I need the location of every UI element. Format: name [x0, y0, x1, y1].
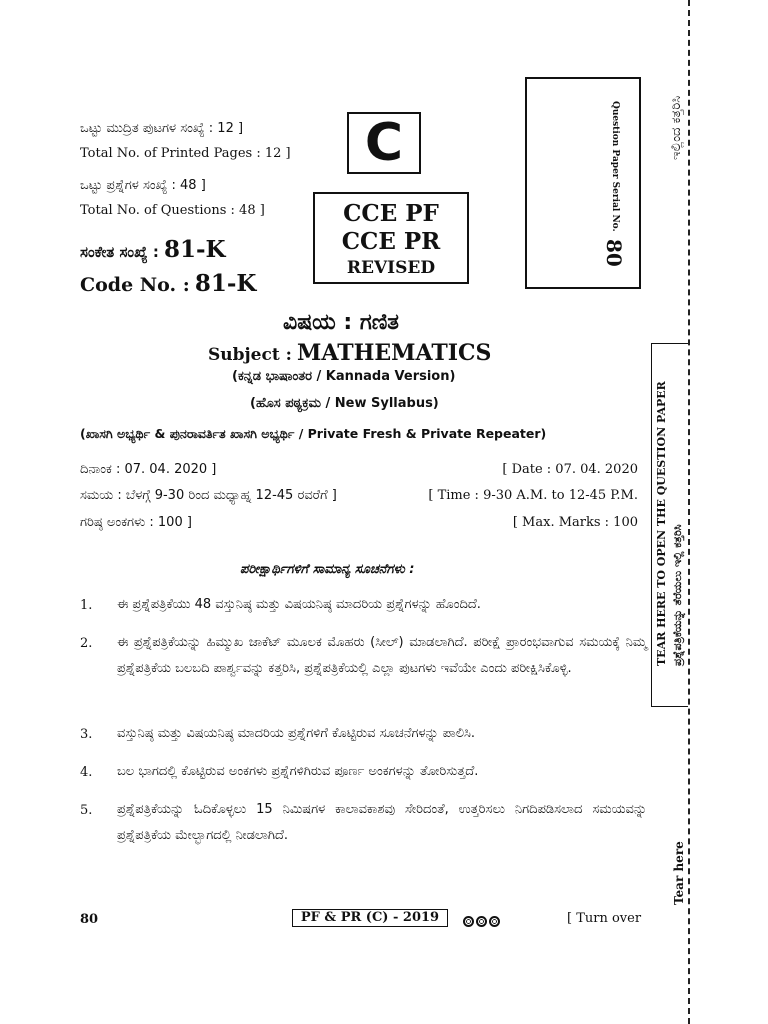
serial-number: 80: [602, 239, 626, 267]
instruction-num: 4.: [80, 765, 93, 780]
tear-here-label: Tear here: [672, 841, 686, 905]
code-kn-value: 81-K: [163, 236, 226, 263]
cce-pf: CCE PF: [343, 200, 439, 227]
questions-en: Total No. of Questions : 48 ]: [80, 203, 265, 218]
cut-line: [688, 0, 690, 1024]
time-en: [ Time : 9-30 A.M. to 12-45 P.M.: [428, 488, 638, 503]
code-en-value: 81-K: [194, 270, 257, 297]
tear-box[interactable]: [651, 343, 688, 707]
syllabus-line: (ಹೊಸ ಪಠ್ಯಕ್ರಮ / New Syllabus): [250, 396, 439, 411]
cce-box: [313, 192, 469, 284]
code-en-row: [80, 270, 256, 297]
code-kn-row: [80, 236, 226, 263]
code-en-label: Code No. :: [80, 274, 190, 296]
serial-label: Question Paper Serial No.: [610, 101, 620, 232]
questions-kn: ಒಟ್ಟು ಪ್ರಶ್ನೆಗಳ ಸಂಖ್ಯೆ : 48 ]: [80, 178, 206, 193]
instruction-text: ವಸ್ತುನಿಷ್ಠ ಮತ್ತು ವಿಷಯನಿಷ್ಠ ಮಾದರಿಯ ಪ್ರಶ್ನೆಗಳಿಗೆ ಕೊಟ್ಟಿರುವ ಸೂಚನೆಗಳನ್ನು ಪಾಲಿಸಿ.: [117, 726, 476, 741]
date-kn: ದಿನಾಂಕ : 07. 04. 2020 ]: [80, 462, 217, 477]
paper-code: PF & PR (C) - 2019: [292, 909, 448, 927]
circle-icon: [489, 916, 500, 927]
instruction-text: ಈ ಪ್ರಶ್ನೆಪತ್ರಿಕೆಯು 48 ವಸ್ತುನಿಷ್ಠ ಮತ್ತು ವಿಷಯನಿಷ್ಠ ಮಾದರಿಯ ಪ್ರಶ್ನೆಗಳನ್ನು ಹೊಂದಿದೆ.: [117, 597, 481, 612]
code-kn-label: ಸಂಕೇತ ಸಂಖ್ಯೆ :: [80, 243, 159, 261]
tear-kn: ಪ್ರಶ್ನೆಪತ್ರಿಕೆಯನ್ನು ತೆರೆಯಲು ಇಲ್ಲಿ ಕತ್ತರಿಸಿ: [671, 524, 684, 666]
candidate-line: (ಖಾಸಗಿ ಅಭ್ಯರ್ಥಿ & ಪುನರಾವರ್ತಿತ ಖಾಸಗಿ ಅಭ್ಯರ್ಥಿ / Private Fresh & Private Repeater): [80, 426, 547, 441]
instruction-num: 2.: [80, 636, 93, 651]
time-kn: ಸಮಯ : ಬೆಳಗ್ಗೆ 9-30 ರಿಂದ ಮಧ್ಯಾಹ್ನ 12-45 ರವರೆಗೆ ]: [80, 488, 337, 503]
circle-icon: [476, 916, 487, 927]
subject-en-row: [208, 340, 491, 366]
revised-label: REVISED: [346, 258, 436, 278]
tear-en: TEAR HERE TO OPEN THE QUESTION PAPER: [655, 381, 668, 666]
instruction-text: ಪ್ರಶ್ನೆಪತ್ರಿಕೆಯನ್ನು ಓದಿಕೊಳ್ಳಲು 15 ನಿಮಿಷಗಳ ಕಾಲಾವಕಾಶವು ಸೇರಿದಂತೆ, ಉತ್ತರಿಸಲು ನಿಗದಿಪಡಿಸಲಾದ ಸಮಯವನ್ನು ಪ್ರಶ್ನೆಪತ್ರಿಕೆಯ ಮೇಲ್ಭಾಗದಲ್ಲಿ ನೀಡಲಾಗಿದೆ.: [117, 802, 647, 843]
subject-en-value: MATHEMATICS: [296, 340, 492, 366]
instruction-num: 1.: [80, 598, 93, 613]
turn-over: [ Turn over: [567, 911, 642, 926]
instruction-num: 5.: [80, 803, 93, 818]
subject-en-label: Subject :: [208, 345, 292, 365]
cut-here-kn: ಇಲ್ಲಿಂದ ಕತ್ತರಿಸಿ: [669, 95, 684, 160]
version-line: (ಕನ್ನಡ ಭಾಷಾಂತರ / Kannada Version): [232, 369, 456, 384]
circles-mark: [463, 912, 502, 931]
instructions-heading: ಪರೀಕ್ಷಾರ್ಥಿಗಳಿಗೆ ಸಾಮಾನ್ಯ ಸೂಚನೆಗಳು :: [240, 562, 415, 577]
instruction-text: ಈ ಪ್ರಶ್ನೆಪತ್ರಿಕೆಯನ್ನು ಹಿಮ್ಮುಖ ಜಾಕೆಟ್ ಮೂಲಕ ಮೊಹರು (ಸೀಲ್) ಮಾಡಲಾಗಿದೆ. ಪರೀಕ್ಷೆ ಪ್ರಾರಂಭವಾಗುವ ಸಮಯಕ್ಕೆ ನಿಮ್ಮ ಪ್ರಶ್ನೆಪತ್ರಿಕೆಯ ಬಲಬದಿ ಪಾರ್ಶ್ವವನ್ನು ಕತ್ತರಿಸಿ, ಪ್ರಶ್ನೆಪತ್ರಿಕೆಯಲ್ಲಿ ಎಲ್ಲಾ ಪುಟಗಳು ಇವೆಯೇ ಎಂದು ಪರೀಕ್ಷಿಸಿಕೊಳ್ಳಿ.: [117, 635, 647, 676]
circle-icon: [463, 916, 474, 927]
instruction-text: ಬಲ ಭಾಗದಲ್ಲಿ ಕೊಟ್ಟಿರುವ ಅಂಕಗಳು ಪ್ರಶ್ನೆಗಳಿಗಿರುವ ಪೂರ್ಣ ಅಂಕಗಳನ್ನು ತೋರಿಸುತ್ತದೆ.: [117, 764, 479, 779]
serial-box: [525, 77, 641, 289]
cce-pr: CCE PR: [341, 228, 441, 255]
instruction-num: 3.: [80, 727, 93, 742]
version-box: C: [347, 112, 421, 174]
date-en: [ Date : 07. 04. 2020: [502, 462, 638, 477]
printed-pages-kn: ಒಟ್ಟು ಮುದ್ರಿತ ಪುಟಗಳ ಸಂಖ್ಯೆ : 12 ]: [80, 121, 244, 136]
subject-kn: ವಿಷಯ : ಗಣಿತ: [283, 310, 399, 335]
printed-pages-en: Total No. of Printed Pages : 12 ]: [80, 146, 291, 161]
marks-en: [ Max. Marks : 100: [512, 515, 638, 530]
page-code: 80: [80, 912, 99, 927]
marks-kn: ಗರಿಷ್ಠ ಅಂಕಗಳು : 100 ]: [80, 515, 192, 530]
